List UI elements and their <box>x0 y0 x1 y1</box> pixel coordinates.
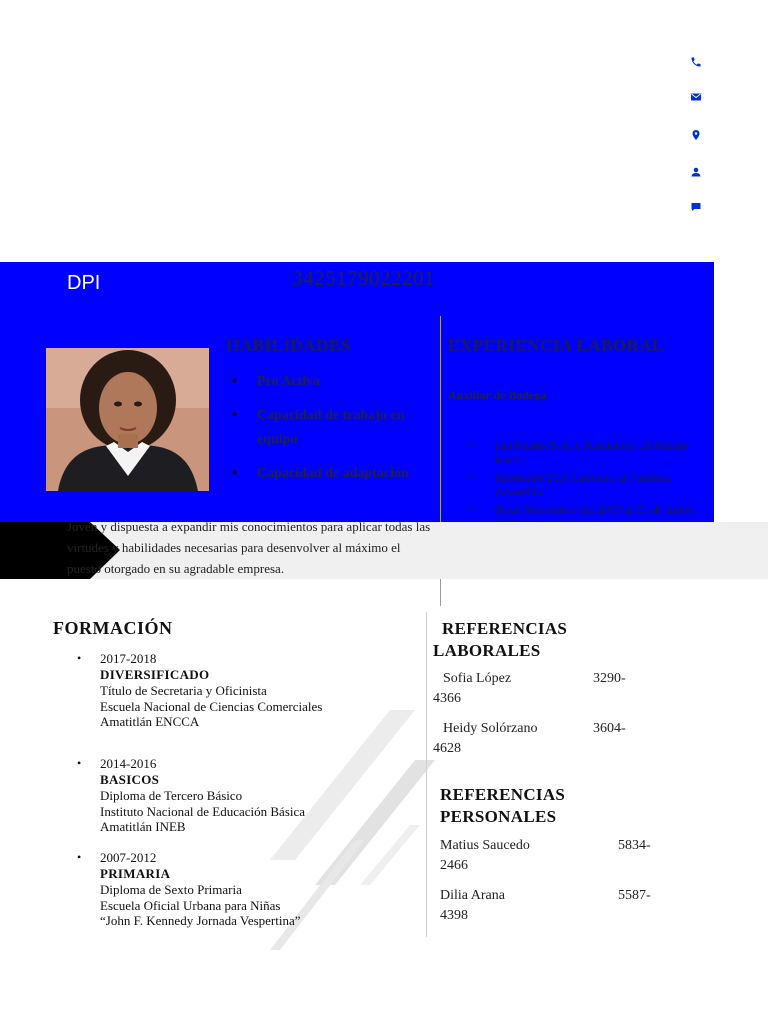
education-years: 2017-2018 <box>100 651 157 666</box>
personal-references-title <box>440 784 565 828</box>
skills-list <box>232 370 437 496</box>
education-level: PRIMARIA <box>100 866 171 881</box>
personal-reference <box>440 836 670 876</box>
work-reference <box>433 669 663 709</box>
dpi-label: DPI <box>67 272 101 294</box>
reference-name: Dilia Arana <box>440 888 505 903</box>
reference-phone: 5834- <box>618 838 651 853</box>
reference-phone: 3604- <box>593 721 626 736</box>
education-entry <box>77 756 407 835</box>
user-icon <box>688 164 704 180</box>
education-line: Amatitlán INEB <box>100 819 186 834</box>
phone-icon <box>688 54 704 70</box>
title-line: LABORALES <box>433 641 541 660</box>
reference-name: Sofia López <box>443 671 512 686</box>
experience-title: EXPERIENCIA LABORAL <box>448 336 664 355</box>
reference-phone: 4366 <box>433 691 461 706</box>
dpi-number: 3425179022201 <box>292 266 435 290</box>
education-years: 2014-2016 <box>100 756 157 771</box>
title-line: REFERENCIAS <box>442 619 568 638</box>
education-line: Diploma de Sexto Primaria <box>100 882 242 897</box>
personal-reference <box>440 886 670 926</box>
title-line: PERSONALES <box>440 807 557 826</box>
experience-detail: • 06 de Noviembre del 2019 al 09 de Enero <box>470 502 710 532</box>
skill-item: • Capacidad de adaptación <box>232 462 437 486</box>
experience-detail: • San Martin S.A. o Almacenes El Mismo Precio. <box>470 438 710 468</box>
education-years: 2007-2012 <box>100 850 157 865</box>
reference-phone: 5587- <box>618 888 651 903</box>
education-line: Amatitlán ENCCA <box>100 714 200 729</box>
bullet: • <box>77 651 82 665</box>
education-line: Escuela Oficial Urbana para Niñas <box>100 897 281 913</box>
reference-phone: 4398 <box>440 908 468 923</box>
bullet: • <box>77 850 82 864</box>
education-line: Diploma de Tercero Básico <box>100 788 243 803</box>
profile-photo <box>46 348 209 491</box>
reference-phone: 4628 <box>433 741 461 756</box>
skill-item: • Capacidad de trabajo en equipo <box>232 404 437 452</box>
education-line: Instituto Nacional de Educación Básica <box>100 803 306 819</box>
bullet: • <box>77 756 82 770</box>
chat-icon <box>688 199 704 215</box>
skills-title: HABILIDADES <box>226 336 351 355</box>
reference-phone: 2466 <box>440 858 468 873</box>
education-level: DIVERSIFICADO <box>100 667 210 682</box>
mail-icon <box>688 89 704 105</box>
reference-name: Heidy Solórzano <box>443 721 538 736</box>
education-line: “John F. Kennedy Jornada Vespertina” <box>100 913 301 928</box>
work-references-title <box>433 618 567 662</box>
location-pin-icon <box>688 127 704 143</box>
education-level: BASICOS <box>100 772 160 787</box>
column-divider-bottom <box>426 612 427 937</box>
skill-item: • Pro Activa <box>232 370 437 394</box>
profile-summary: Joven y dispuesta a expandir mis conocimientos para aplicar todas las virtudes y habilidades necesarias para desenvolver al máximo el puesto otorgado en su agradable empresa. <box>67 519 431 576</box>
reference-name: Matius Saucedo <box>440 838 530 853</box>
decorative-stripes <box>240 700 440 970</box>
work-reference <box>433 719 663 759</box>
title-line: REFERENCIAS <box>440 785 566 804</box>
education-line: Escuela Nacional de Ciencias Comerciales <box>100 698 323 714</box>
experience-detail: • Kilómetro 20.5 Carretera al Pacifico, Amatitlán <box>470 470 710 500</box>
education-title: FORMACIÓN <box>53 618 173 638</box>
education-entry <box>77 850 407 929</box>
reference-phone: 3290- <box>593 671 626 686</box>
experience-role: Auxiliar de Bodega <box>448 388 547 402</box>
education-line: Título de Secretaria y Oficinista <box>100 683 267 698</box>
education-entry <box>77 651 407 730</box>
